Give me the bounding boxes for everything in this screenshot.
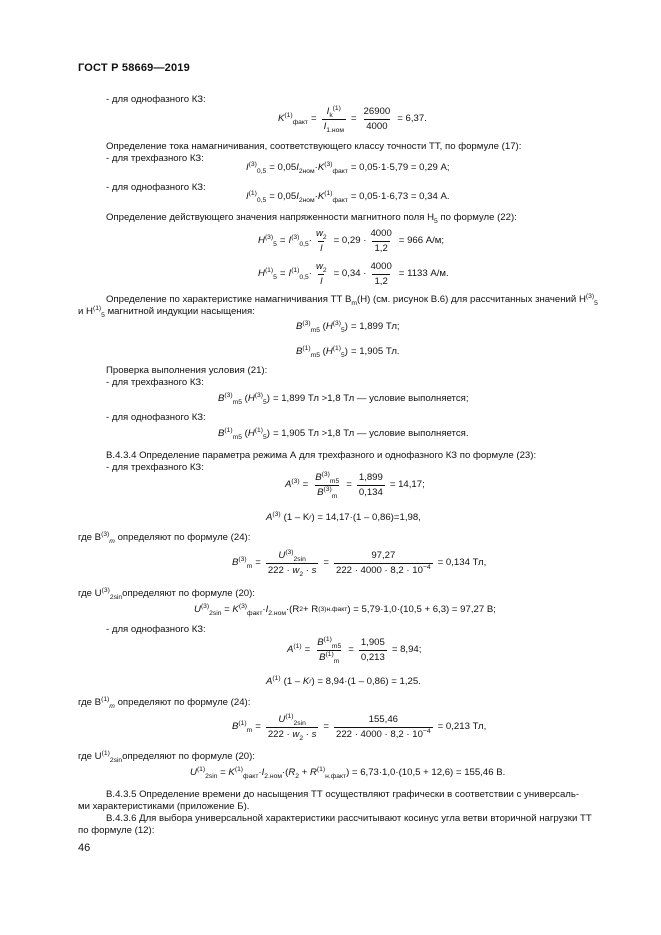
text-line: - для однофазного КЗ:: [106, 182, 206, 193]
equation-result: = 1,899 Тл >1,8 Тл — условие выполняется;: [272, 393, 469, 404]
equation-bm-3: $B^{(3)}_m$ = $\frac{U^{(3)}_{2sin}}{222 \cdot w_2 \cdot s}$ = $\frac{97,27}{222 \cdot 4000 \cdot 8,2 \cdot 10^{-4}}$ = 0,134 Тл,: [232, 548, 487, 578]
equation-result: = 0,05·1·5,79 = 0,29 А;: [350, 162, 450, 173]
equation-bm-1: $B^{(1)}_m$ = $\frac{U^{(1)}_{2sin}}{222 \cdot w_2 \cdot s}$ = $\frac{155,46}{222 \cdot 4000 \cdot 8,2 \cdot 10^{-4}}$ = 0,213 Тл,: [232, 712, 487, 742]
text-line: В.4.3.6 Для выбора универсальной характеристики рассчитывают косинус угла ветви вторичной нагрузки ТТ: [106, 813, 592, 824]
page-number: 46: [78, 842, 91, 854]
equation-result: = 14,17;: [389, 479, 425, 491]
equation-check-3: $B^{(3)}_{m5}$ $(H^{(3)}_5)$ = 1,899 Тл >1,8 Тл — условие выполняется;: [218, 391, 469, 406]
equation-bm5-3: $B^{(3)}_{m5}$ $(H^{(3)}_5)$ = 1,899 Тл;: [296, 319, 400, 334]
equation-i05-3: $I^{(3)}_{0,5}$ = $0,05I_{2ном}\cdot K^{(3)}_{факт}$ = 0,05·1·5,79 = 0,29 А;: [246, 160, 450, 175]
text-line: В.4.3.5 Определение времени до насыщения ТТ осуществляют графически в соответствии с универсаль-: [106, 789, 580, 800]
equation-a-k-1: $A^{(1)}$ (1 – K r ) = 8,94·(1 – 0,86) = 1,25.: [266, 674, 421, 687]
equation-i05-1: $I^{(1)}_{0,5}$ = $0,05I_{2ном}\cdot K^{(1)}_{факт}$ = 0,05·1·6,73 = 0,34 А.: [246, 189, 450, 204]
text-line: Определение действующего значения напряженности магнитного поля $H_5$ по формуле (22):: [106, 212, 517, 225]
text-line: где $B^{(3)}_m$ определяют по формуле (24):: [78, 530, 251, 545]
equation-result: = 1,905 Тл.: [350, 346, 400, 357]
equation-a-k-3: $A^{(3)}$ (1 – K r ) = 14,17·(1 – 0,86)=1,98,: [266, 510, 421, 523]
text-line: где $B^{(1)}_m$ определяют по формуле (24):: [78, 695, 251, 710]
equation-k-fact-1: $K^{(1)}_{факт}$ = $\frac{I_k^{(1)}}{I_{1.ном}}$ = $\frac{26900}{4000}$ = 6,37.: [278, 104, 427, 134]
equation-h5-3: $H^{(3)}_5$ = $I^{(3)}_{0,5}\cdot$ $\frac{w_2}{l}$ = 0,29 · $\frac{4000}{1,2}$ = 966 А/м;: [258, 228, 445, 254]
equation-h5-1: $H^{(1)}_5$ = $I^{(1)}_{0,5}\cdot$ $\frac{w_2}{l}$ = 0,34 · $\frac{4000}{1,2}$ = 1133 А/м.: [258, 261, 449, 287]
text-line: - для однофазного КЗ:: [106, 624, 206, 635]
equation-result: = 0,134 Тл,: [437, 557, 487, 569]
text-line: по формуле (12):: [78, 825, 155, 836]
text-line: - для трехфазного КЗ:: [106, 462, 204, 473]
equation-a-1: $A^{(1)}$ = $\frac{B^{(1)}_{m5}}{B^{(1)}_m}$ = $\frac{1,905}{0,213}$ = 8,94;: [287, 635, 422, 665]
text-line: где $U^{(3)}_{2sin}определяют$ по формуле (20):: [78, 586, 255, 601]
equation-u2sin-3: $U^{(3)}_{2sin} = K^{(3)}_{факт}\cdot I_{2.ном}$ ·(R 2 + R (3) н.факт ) = 5,79·1,0·(10,5 + 6,3) = 97,27 В;: [194, 602, 496, 617]
equation-check-1: $B^{(1)}_{m5}$ $(H^{(1)}_5)$ = 1,905 Тл >1,8 Тл — условие выполняется.: [218, 426, 469, 441]
equation-bm5-1: $B^{(1)}_{m5}$ $(H^{(1)}_5)$ = 1,905 Тл.: [296, 344, 400, 359]
text-line: где $U^{(1)}_{2sin}определяют$ по формуле (20):: [78, 749, 255, 764]
text-line: Определение по характеристике намагничивания ТТ $B_m(H)$ (см. рисунок В.6) для рассчитанных значений $H^{(3)}_5$: [106, 292, 598, 307]
text-line: ми характеристиками (приложение Б).: [78, 801, 250, 812]
equation-result: = 0,05·1·6,73 = 0,34 А.: [350, 191, 450, 202]
equation-result: = 6,37.: [397, 113, 427, 125]
text-line: - для однофазного КЗ:: [106, 94, 206, 105]
document-header: ГОСТ Р 58669—2019: [78, 62, 190, 74]
equation-result: = 1133 А/м.: [398, 268, 449, 280]
text-line: - для трехфазного КЗ:: [106, 377, 204, 388]
equation-result: = 1,899 Тл;: [350, 321, 400, 332]
equation-result: = 0,213 Тл,: [437, 721, 487, 733]
fraction-numerator: 26900: [363, 106, 391, 117]
text-line: Проверка выполнения условия (21):: [106, 365, 268, 376]
equation-result: = 966 А/м;: [398, 235, 445, 247]
fraction-denominator: 4000: [366, 120, 388, 132]
text-line: - для однофазного КЗ:: [106, 412, 206, 423]
equation-result: = 1,905 Тл >1,8 Тл — условие выполняется.: [272, 428, 469, 439]
equation-result: = 8,94;: [391, 644, 422, 656]
text-line: В.4.3.4 Определение параметра режима А для трехфазного и однофазного КЗ по формуле (23):: [106, 450, 537, 461]
text-line: Определение тока намагничивания, соответствующего классу точности ТТ, по формуле (17):: [106, 141, 522, 152]
equation-a-3: $A^{(3)}$ = $\frac{B^{(3)}_{m5}}{B^{(3)}_m}$ = $\frac{1,899}{0,134}$ = 14,17;: [285, 470, 425, 500]
text-line: и $H^{(1)}_5$ магнитной индукции насыщения:: [78, 304, 255, 319]
equation-u2sin-1: $U^{(1)}_{2sin} = K^{(1)}_{факт}\cdot I_{2.ном}\cdot(R_2 + R^{(1)}_{н.факт}$ ) = 6,73·1,0·(10,5 + 12,6) = 155,46 В.: [190, 765, 506, 780]
text-line: - для трехфазного КЗ:: [106, 153, 204, 164]
